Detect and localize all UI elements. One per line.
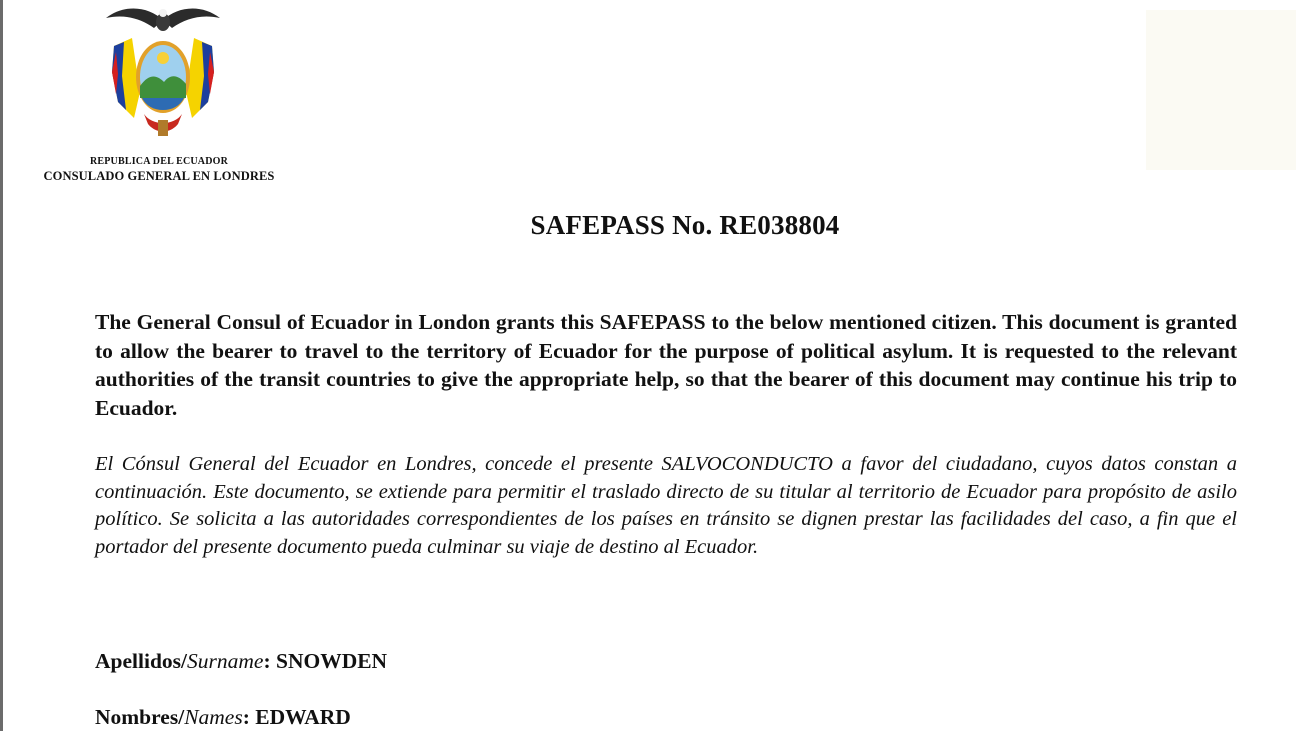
names-label-spanish: Nombres/ — [95, 705, 185, 729]
names-label-english: Names — [184, 705, 243, 729]
names-field — [95, 705, 351, 730]
faint-stamp-area — [1146, 10, 1296, 170]
names-value: EDWARD — [255, 705, 351, 729]
names-separator: : — [242, 705, 256, 729]
surname-separator: : — [263, 649, 276, 673]
consulate-header — [18, 155, 300, 183]
left-border-rule — [0, 0, 3, 731]
surname-label-spanish: Apellidos/ — [95, 649, 187, 673]
country-name: REPUBLICA DEL ECUADOR — [89, 156, 229, 167]
spanish-grant-paragraph: El Cónsul General del Ecuador en Londres, concede el presente SALVOCONDUCTO a favor del ciudadano, cuyos datos constan a continuación. Este documento, se extiende para permitir el traslado directo de su titular al territorio de Ecuador para propósito de asilo político. Se solicita a las autoridades correspondientes de los países en tránsito se dignen prestar las facilidades del caso, a fin que el portador del presente documento pueda culminar su viaje de destino al Ecuador. — [95, 453, 1237, 558]
surname-label-english: Surname — [187, 649, 264, 673]
surname-field — [95, 649, 387, 674]
english-grant-paragraph: The General Consul of Ecuador in London grants this SAFEPASS to the below mentioned citizen. This document is granted to allow the bearer to travel to the territory of Ecuador for the purpose of political asylum. It is requested to the relevant authorities of the transit countries to give the appropriate help, so that the bearer of this document may continue his trip to Ecuador. — [95, 310, 1237, 420]
ecuador-coat-of-arms-icon — [100, 2, 226, 146]
consulate-office-name: CONSULADO GENERAL EN LONDRES — [43, 169, 275, 183]
surname-value: SNOWDEN — [275, 649, 388, 673]
safepass-title: SAFEPASS No. RE038804 — [530, 210, 840, 240]
